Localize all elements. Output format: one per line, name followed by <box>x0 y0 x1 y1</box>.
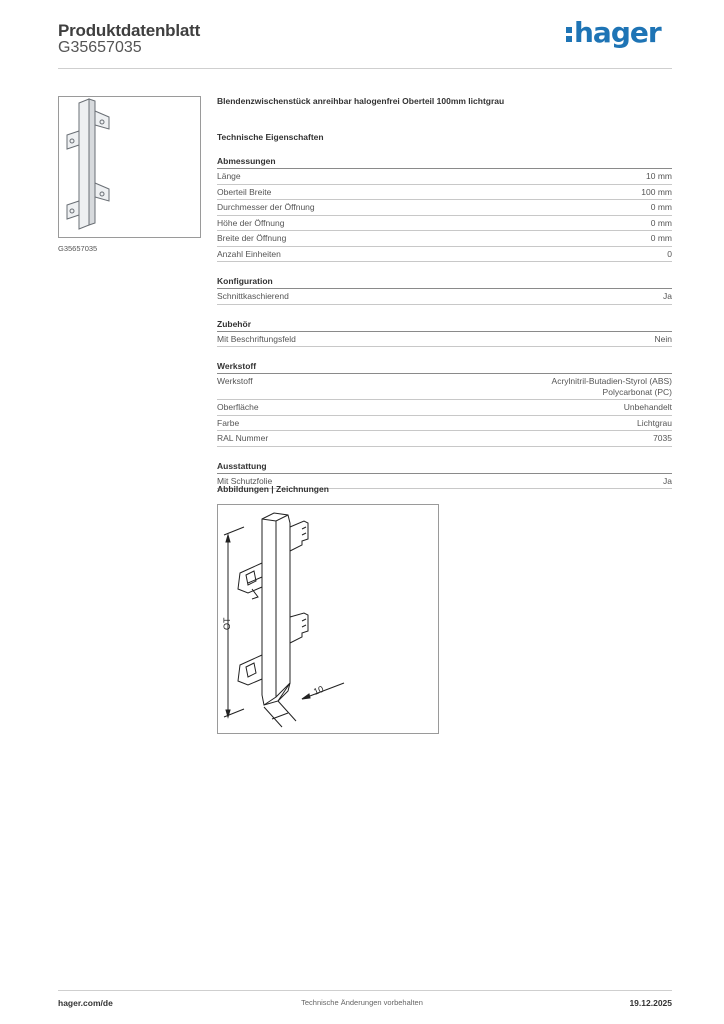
table-row: Schnittkaschierend Ja <box>217 289 672 305</box>
section-title: Werkstoff <box>217 361 672 374</box>
tech-properties-title: Technische Eigenschaften <box>217 132 324 142</box>
footer-date: 19.12.2025 <box>629 998 672 1008</box>
extension-line <box>278 701 296 721</box>
section-werkstoff <box>217 361 672 447</box>
dim-height-label: OT <box>222 617 232 630</box>
properties-panel <box>217 96 672 489</box>
product-code: G35657035 <box>58 39 142 56</box>
dim-width-label: 10 <box>312 683 326 697</box>
hager-logo <box>566 16 661 49</box>
table-row: Oberfläche Unbehandelt <box>217 400 672 416</box>
technical-drawing-svg <box>218 505 438 733</box>
footer-website-link[interactable]: hager.com/de <box>58 998 113 1008</box>
section-konfiguration <box>217 276 672 305</box>
table-row: Höhe der Öffnung 0 mm <box>217 216 672 232</box>
page-title: Produktdatenblatt <box>58 21 201 40</box>
thumbnail-caption: G35657035 <box>58 244 98 253</box>
section-title: Ausstattung <box>217 461 672 474</box>
table-row: Mit Beschriftungsfeld Nein <box>217 332 672 348</box>
section-title: Abmessungen <box>217 156 672 169</box>
product-name: Blendenzwischenstück anreihbar halogenfrei Oberteil 100mm lichtgrau <box>217 96 505 106</box>
section-title: Konfiguration <box>217 276 672 289</box>
table-row: Werkstoff Acrylnitril-Butadien-Styrol (ABS) Polycarbonat (PC) <box>217 374 672 400</box>
footer-divider <box>58 990 672 991</box>
dimension-line <box>272 713 288 719</box>
section-zubehoer <box>217 319 672 348</box>
table-row: RAL Nummer 7035 <box>217 431 672 447</box>
table-row: Oberteil Breite 100 mm <box>217 185 672 201</box>
logo-dots-icon <box>566 22 572 42</box>
table-row: Mit Schutzfolie Ja <box>217 474 672 490</box>
figures-title: Abbildungen | Zeichnungen <box>217 484 329 494</box>
product-thumbnail <box>58 96 201 238</box>
table-row: Breite der Öffnung 0 mm <box>217 231 672 247</box>
logo-text: hager <box>574 16 661 49</box>
table-row: Farbe Lichtgrau <box>217 416 672 432</box>
extension-line <box>264 707 282 727</box>
product-thumbnail-drawing <box>59 97 200 237</box>
technical-drawing <box>217 504 439 734</box>
table-row: Anzahl Einheiten 0 <box>217 247 672 263</box>
section-title: Zubehör <box>217 319 672 332</box>
table-row: Länge 10 mm <box>217 169 672 185</box>
extension-line <box>224 527 244 535</box>
footer-notice: Technische Änderungen vorbehalten <box>301 998 423 1007</box>
table-row: Durchmesser der Öffnung 0 mm <box>217 200 672 216</box>
section-abmessungen <box>217 156 672 262</box>
header-divider <box>58 68 672 69</box>
